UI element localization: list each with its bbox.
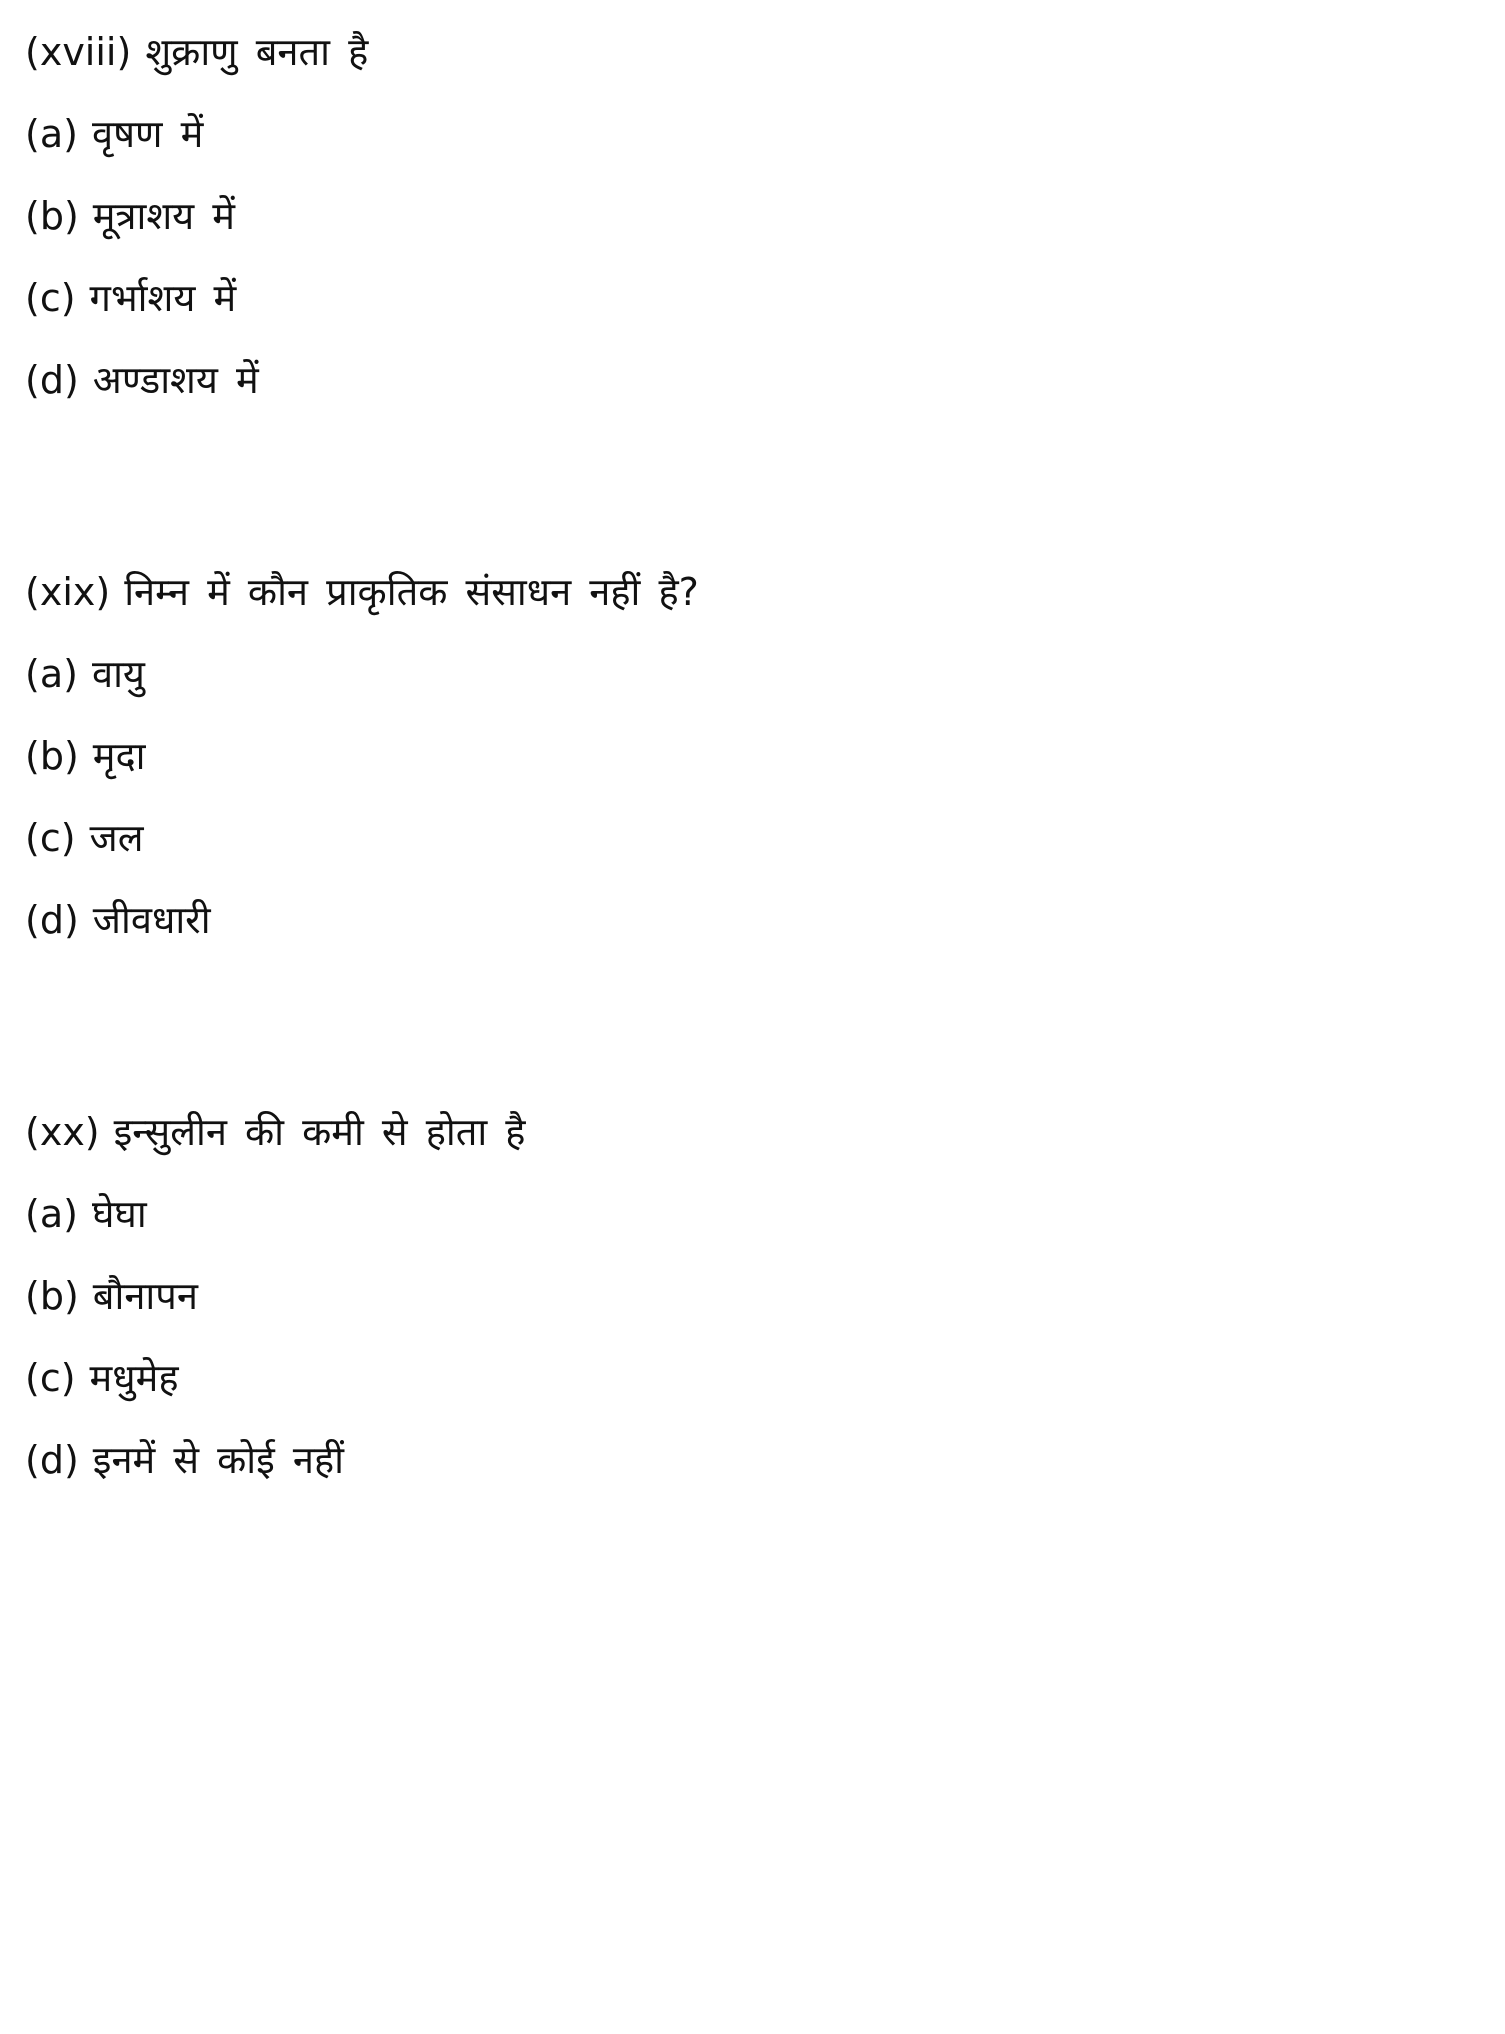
- question-number: (xx): [25, 1110, 100, 1154]
- document-page: [25, 28, 1465, 1484]
- option-text: जल: [89, 816, 144, 860]
- option-label: (c): [25, 1356, 76, 1400]
- question-stem: शुक्राणु बनता है: [145, 30, 369, 74]
- question-text: [25, 1108, 1465, 1156]
- option-c: [25, 814, 1465, 862]
- option-a: [25, 650, 1465, 698]
- option-b: [25, 1272, 1465, 1320]
- option-label: (d): [25, 898, 79, 942]
- question-20: [25, 1108, 1465, 1484]
- option-a: [25, 110, 1465, 158]
- option-text: इनमें से कोई नहीं: [92, 1438, 344, 1482]
- question-text: [25, 28, 1465, 76]
- option-text: मृदा: [92, 734, 146, 778]
- option-label: (b): [25, 734, 79, 778]
- question-19: [25, 568, 1465, 944]
- option-b: [25, 732, 1465, 780]
- option-label: (a): [25, 112, 78, 156]
- option-label: (b): [25, 1274, 79, 1318]
- option-label: (d): [25, 1438, 79, 1482]
- option-label: (d): [25, 358, 79, 402]
- option-label: (c): [25, 816, 76, 860]
- question-18: [25, 28, 1465, 404]
- question-text: [25, 568, 1465, 616]
- option-text: अण्डाशय में: [92, 358, 259, 402]
- option-c: [25, 1354, 1465, 1402]
- option-text: मधुमेह: [89, 1356, 179, 1400]
- option-c: [25, 274, 1465, 322]
- option-d: [25, 896, 1465, 944]
- option-d: [25, 356, 1465, 404]
- question-stem: इन्सुलीन की कमी से होता है: [113, 1110, 526, 1154]
- option-d: [25, 1436, 1465, 1484]
- option-text: घेघा: [91, 1192, 147, 1236]
- option-label: (c): [25, 276, 76, 320]
- option-text: वृषण में: [91, 112, 204, 156]
- question-stem: निम्न में कौन प्राकृतिक संसाधन नहीं है?: [124, 570, 699, 614]
- option-b: [25, 192, 1465, 240]
- option-label: (b): [25, 194, 79, 238]
- option-text: गर्भाशय में: [89, 276, 237, 320]
- option-text: बौनापन: [92, 1274, 198, 1318]
- option-label: (a): [25, 652, 78, 696]
- option-text: वायु: [91, 652, 145, 696]
- option-text: मूत्राशय में: [92, 194, 236, 238]
- option-label: (a): [25, 1192, 78, 1236]
- option-text: जीवधारी: [92, 898, 211, 942]
- option-a: [25, 1190, 1465, 1238]
- question-number: (xix): [25, 570, 111, 614]
- question-number: (xviii): [25, 30, 132, 74]
